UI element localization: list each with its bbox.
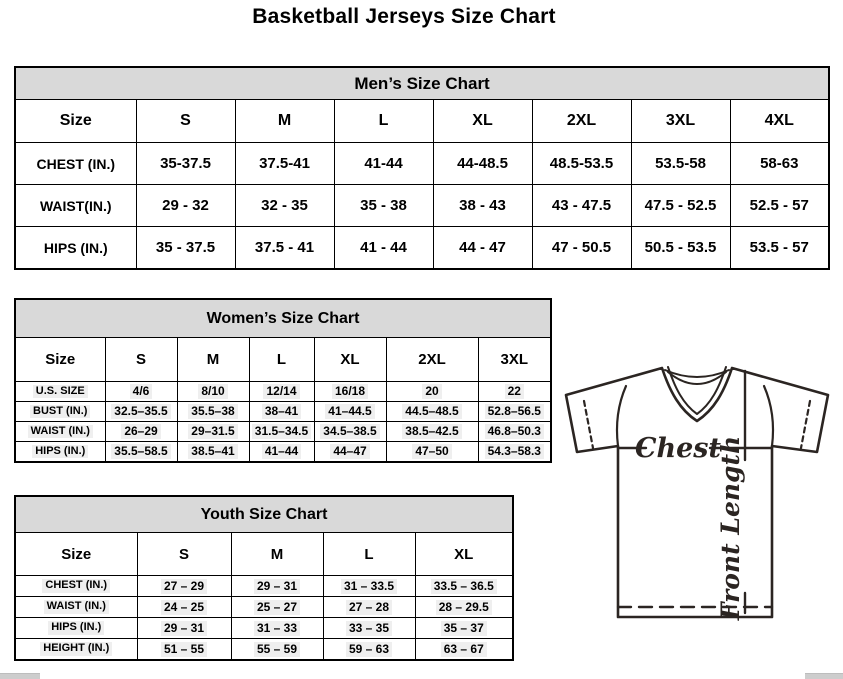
womens-hips-xl <box>314 442 386 463</box>
youth-chest-m <box>231 576 323 597</box>
youth-chest-s <box>137 576 231 597</box>
womens-ussize-s <box>105 382 177 402</box>
womens-waist-2xl-value: 38.5–42.5 <box>402 424 461 439</box>
youth-waist-xl-value: 28 – 29.5 <box>436 600 492 615</box>
womens-bust-3xl <box>478 402 551 422</box>
womens-size-col-m: M <box>177 338 249 382</box>
womens-ussize-xl-value: 16/18 <box>332 384 368 399</box>
youth-size-col-s: S <box>137 533 231 576</box>
horizontal-scrollbar-left-button[interactable] <box>0 673 40 679</box>
womens-bust-s-value: 32.5–35.5 <box>111 404 170 419</box>
jersey-left-cuff-dashed-line <box>584 401 593 448</box>
womens-ussize-2xl-value: 20 <box>422 384 441 399</box>
womens-bust-l <box>249 402 314 422</box>
youth-height-label-text: HEIGHT (IN.) <box>40 642 112 656</box>
womens-waist-label-text: WAIST (IN.) <box>28 425 93 439</box>
youth-waist-xl <box>415 597 513 618</box>
mens-hips-label: HIPS (IN.) <box>15 227 136 270</box>
youth-hips-l-value: 33 – 35 <box>346 621 392 636</box>
mens-size-col-2xl: 2XL <box>532 100 631 143</box>
youth-waist-m <box>231 597 323 618</box>
mens-waist-4xl: 52.5 - 57 <box>730 185 829 227</box>
youth-chest-label <box>15 576 137 597</box>
mens-chest-label: CHEST (IN.) <box>15 143 136 185</box>
youth-waist-m-value: 25 – 27 <box>254 600 300 615</box>
jersey-right-seam <box>764 386 773 446</box>
womens-ussize-s-value: 4/6 <box>130 384 153 399</box>
youth-height-l-value: 59 – 63 <box>346 642 392 657</box>
jersey-left-seam <box>617 386 626 446</box>
youth-hips-label-text: HIPS (IN.) <box>48 621 104 635</box>
womens-bust-s <box>105 402 177 422</box>
youth-size-col-xl: XL <box>415 533 513 576</box>
mens-size-col-xl: XL <box>433 100 532 143</box>
womens-bust-l-value: 38–41 <box>262 404 301 419</box>
womens-waist-m <box>177 422 249 442</box>
youth-height-s-value: 51 – 55 <box>161 642 207 657</box>
jersey-measurement-diagram <box>556 360 842 622</box>
womens-hips-xl-value: 44–47 <box>330 444 369 459</box>
womens-bust-3xl-value: 52.8–56.5 <box>485 404 544 419</box>
womens-waist-2xl <box>386 422 478 442</box>
mens-hips-2xl: 47 - 50.5 <box>532 227 631 270</box>
youth-size-col-m: M <box>231 533 323 576</box>
youth-size-table <box>14 495 514 661</box>
womens-hips-3xl <box>478 442 551 463</box>
youth-waist-s <box>137 597 231 618</box>
youth-hips-xl-value: 35 – 37 <box>441 621 487 636</box>
mens-waist-label: WAIST(IN.) <box>15 185 136 227</box>
womens-hips-3xl-value: 54.3–58.3 <box>485 444 544 459</box>
youth-height-m <box>231 639 323 661</box>
mens-chest-xl: 44-48.5 <box>433 143 532 185</box>
womens-size-corner: Size <box>15 338 105 382</box>
womens-bust-xl <box>314 402 386 422</box>
youth-chest-m-value: 29 – 31 <box>254 579 300 594</box>
womens-bust-m <box>177 402 249 422</box>
mens-chest-s: 35-37.5 <box>136 143 235 185</box>
youth-chest-xl-value: 33.5 – 36.5 <box>431 579 497 594</box>
youth-height-s <box>137 639 231 661</box>
jersey-outline <box>566 368 828 617</box>
mens-hips-l: 41 - 44 <box>334 227 433 270</box>
mens-size-col-3xl: 3XL <box>631 100 730 143</box>
womens-ussize-3xl <box>478 382 551 402</box>
womens-waist-xl-value: 34.5–38.5 <box>320 424 379 439</box>
front-length-label: Front Length <box>716 435 745 621</box>
womens-size-col-s: S <box>105 338 177 382</box>
womens-bust-m-value: 35.5–38 <box>188 404 237 419</box>
mens-hips-4xl: 53.5 - 57 <box>730 227 829 270</box>
mens-chest-3xl: 53.5-58 <box>631 143 730 185</box>
mens-hips-m: 37.5 - 41 <box>235 227 334 270</box>
youth-waist-l <box>323 597 415 618</box>
mens-waist-m: 32 - 35 <box>235 185 334 227</box>
chest-label: Chest <box>635 433 721 464</box>
youth-hips-m-value: 31 – 33 <box>254 621 300 636</box>
mens-table-title: Men’s Size Chart <box>15 67 829 100</box>
womens-bust-xl-value: 41–44.5 <box>325 404 374 419</box>
womens-size-col-2xl: 2XL <box>386 338 478 382</box>
youth-chest-xl <box>415 576 513 597</box>
page-title: Basketball Jerseys Size Chart <box>252 5 556 28</box>
womens-waist-3xl <box>478 422 551 442</box>
mens-hips-3xl: 50.5 - 53.5 <box>631 227 730 270</box>
youth-hips-s-value: 29 – 31 <box>161 621 207 636</box>
womens-hips-s <box>105 442 177 463</box>
womens-size-table <box>14 298 552 463</box>
womens-ussize-l <box>249 382 314 402</box>
womens-ussize-xl <box>314 382 386 402</box>
womens-hips-label <box>15 442 105 463</box>
youth-height-m-value: 55 – 59 <box>254 642 300 657</box>
youth-size-corner: Size <box>15 533 137 576</box>
youth-height-xl-value: 63 – 67 <box>441 642 487 657</box>
mens-size-col-l: L <box>334 100 433 143</box>
womens-waist-label <box>15 422 105 442</box>
youth-hips-label <box>15 618 137 639</box>
youth-chest-s-value: 27 – 29 <box>161 579 207 594</box>
mens-hips-xl: 44 - 47 <box>433 227 532 270</box>
mens-waist-xl: 38 - 43 <box>433 185 532 227</box>
youth-hips-m <box>231 618 323 639</box>
mens-waist-s: 29 - 32 <box>136 185 235 227</box>
horizontal-scrollbar-right-button[interactable] <box>805 673 843 679</box>
youth-hips-s <box>137 618 231 639</box>
youth-table-title: Youth Size Chart <box>15 496 513 533</box>
youth-waist-l-value: 27 – 28 <box>346 600 392 615</box>
womens-waist-3xl-value: 46.8–50.3 <box>485 424 544 439</box>
womens-ussize-m <box>177 382 249 402</box>
youth-waist-s-value: 24 – 25 <box>161 600 207 615</box>
mens-size-table <box>14 66 830 270</box>
mens-waist-l: 35 - 38 <box>334 185 433 227</box>
womens-ussize-label-text: U.S. SIZE <box>33 385 88 399</box>
womens-size-col-l: L <box>249 338 314 382</box>
mens-waist-2xl: 43 - 47.5 <box>532 185 631 227</box>
womens-hips-label-text: HIPS (IN.) <box>32 445 88 459</box>
womens-hips-l <box>249 442 314 463</box>
womens-bust-2xl <box>386 402 478 422</box>
womens-ussize-3xl-value: 22 <box>505 384 524 399</box>
womens-bust-2xl-value: 44.5–48.5 <box>402 404 461 419</box>
womens-table-title: Women’s Size Chart <box>15 299 551 338</box>
womens-hips-s-value: 35.5–58.5 <box>111 444 170 459</box>
womens-hips-m <box>177 442 249 463</box>
youth-waist-label <box>15 597 137 618</box>
womens-waist-l <box>249 422 314 442</box>
womens-waist-m-value: 29–31.5 <box>188 424 237 439</box>
jersey-right-cuff-dashed-line <box>801 401 810 448</box>
mens-hips-s: 35 - 37.5 <box>136 227 235 270</box>
womens-size-col-xl: XL <box>314 338 386 382</box>
womens-waist-l-value: 31.5–34.5 <box>252 424 311 439</box>
womens-ussize-m-value: 8/10 <box>198 384 227 399</box>
mens-size-col-m: M <box>235 100 334 143</box>
mens-chest-m: 37.5-41 <box>235 143 334 185</box>
womens-hips-2xl <box>386 442 478 463</box>
youth-chest-label-text: CHEST (IN.) <box>42 579 110 593</box>
youth-height-l <box>323 639 415 661</box>
womens-size-col-3xl: 3XL <box>478 338 551 382</box>
womens-bust-label-text: BUST (IN.) <box>30 405 90 419</box>
mens-waist-3xl: 47.5 - 52.5 <box>631 185 730 227</box>
womens-bust-label <box>15 402 105 422</box>
womens-waist-s <box>105 422 177 442</box>
womens-hips-2xl-value: 47–50 <box>412 444 451 459</box>
mens-size-col-4xl: 4XL <box>730 100 829 143</box>
mens-size-corner: Size <box>15 100 136 143</box>
youth-hips-xl <box>415 618 513 639</box>
womens-waist-s-value: 26–29 <box>121 424 160 439</box>
jersey-diagram-svg <box>556 360 842 622</box>
mens-chest-l: 41-44 <box>334 143 433 185</box>
mens-size-col-s: S <box>136 100 235 143</box>
mens-chest-2xl: 48.5-53.5 <box>532 143 631 185</box>
youth-chest-l <box>323 576 415 597</box>
womens-ussize-2xl <box>386 382 478 402</box>
womens-hips-m-value: 38.5–41 <box>188 444 237 459</box>
womens-hips-l-value: 41–44 <box>262 444 301 459</box>
youth-size-col-l: L <box>323 533 415 576</box>
youth-chest-l-value: 31 – 33.5 <box>341 579 397 594</box>
mens-chest-4xl: 58-63 <box>730 143 829 185</box>
womens-waist-xl <box>314 422 386 442</box>
youth-waist-label-text: WAIST (IN.) <box>44 600 109 614</box>
womens-ussize-l-value: 12/14 <box>263 384 299 399</box>
womens-ussize-label <box>15 382 105 402</box>
youth-height-label <box>15 639 137 661</box>
youth-height-xl <box>415 639 513 661</box>
youth-hips-l <box>323 618 415 639</box>
